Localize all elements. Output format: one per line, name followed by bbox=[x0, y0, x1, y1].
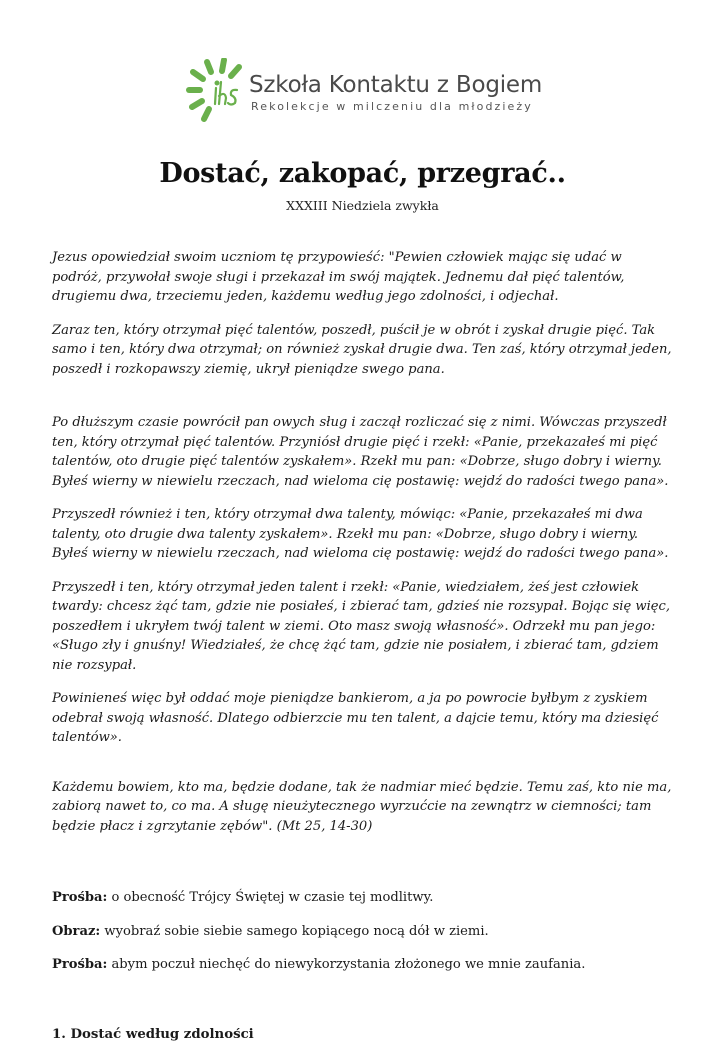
section-heading: 1. Dostać według zdolności bbox=[52, 1025, 674, 1044]
prayer-text: wyobraź sobie siebie samego kopiącego nocą dół w ziemi. bbox=[100, 924, 488, 939]
logo-subtitle: Rekolekcje w milczeniu dla młodzieży bbox=[251, 100, 533, 113]
prayer-text: abym poczuł niechęć do niewykorzystania złożonego we mnie zaufania. bbox=[107, 957, 585, 972]
prayer-request bbox=[52, 888, 674, 908]
page-subtitle: XXXIII Niedziela zwykła bbox=[0, 198, 725, 213]
scripture-paragraph: Przyszedł i ten, który otrzymał jeden talent i rzekł: «Panie, wiedziałem, żeś jest człowiek twardy: chcesz żąć tam, gdzie nie posiałeś, i zbierać tam, gdzieś nie rozsypał. Bojąc się więc, poszedłem i ukryłem twój talent w ziemi. Oto masz swoją własność». Odrzekł mu pan jego: «Sługo zły i gnuśny! Wiedziałeś, że chcę żąć tam, gdzie nie posiałem, i zbierać tam, gdziem nie rozsypał. bbox=[52, 578, 674, 676]
scripture-paragraph: Przyszedł również i ten, który otrzymał dwa talenty, mówiąc: «Panie, przekazałeś mi dwa talenty, oto drugie dwa talenty zyskałem». Rzekł mu pan: «Dobrze, sługo dobry i wierny. Byłeś wierny w niewielu rzeczach, nad wieloma cię postawię: wejdź do radości twego pana». bbox=[52, 505, 674, 564]
prayer-text: o obecność Trójcy Świętej w czasie tej modlitwy. bbox=[107, 890, 433, 905]
scripture-paragraph: Każdemu bowiem, kto ma, będzie dodane, tak że nadmiar mieć będzie. Temu zaś, kto nie ma, zabiorą nawet to, co ma. A sługę nieużytecznego wyrzućcie na zewnątrz w ciemności; tam będzie płacz i zgrzytanie zębów". (Mt 25, 14-30) bbox=[52, 778, 674, 837]
scripture-paragraph: Powinieneś więc był oddać moje pieniądze bankierom, a ja po powrocie byłbym z zyskiem odebrał swoją własność. Dlatego odbierzcie mu ten talent, a dajcie temu, który ma dziesięć talentów». bbox=[52, 689, 674, 748]
scripture-paragraph: Po dłuższym czasie powrócił pan owych sług i zaczął rozliczać się z nimi. Wówczas przyszedł ten, który otrzymał pięć talentów. Przyniósł drugie pięć i rzekł: «Panie, przekazałeś mi pięć talentów, oto drugie pięć talentów zyskałem». Rzekł mu pan: «Dobrze, sługo dobry i wierny. Byłeś wierny w niewielu rzeczach, nad wieloma cię postawię: wejdź do radości twego pana». bbox=[52, 413, 674, 491]
prayer-image bbox=[52, 922, 674, 942]
sun-logo-icon bbox=[185, 58, 251, 124]
site-logo[interactable] bbox=[185, 58, 545, 128]
document-body bbox=[52, 248, 674, 1044]
page-title: Dostać, zakopać, przegrać.. bbox=[0, 158, 725, 189]
prayer-label: Obraz: bbox=[52, 924, 100, 939]
prayer-request bbox=[52, 955, 674, 975]
prayer-label: Prośba: bbox=[52, 890, 107, 905]
logo-title: Szkoła Kontaktu z Bogiem bbox=[249, 72, 542, 98]
scripture-paragraph: Jezus opowiedział swoim uczniom tę przypowieść: "Pewien człowiek mając się udać w podróż, przywołał swoje sługi i przekazał im swój majątek. Jednemu dał pięć talentów, drugiemu dwa, trzeciemu jeden, każdemu według jego zdolności, i odjechał. bbox=[52, 248, 674, 307]
scripture-paragraph: Zaraz ten, który otrzymał pięć talentów, poszedł, puścił je w obrót i zyskał drugie pięć. Tak samo i ten, który dwa otrzymał; on również zyskał drugie dwa. Ten zaś, który otrzymał jeden, poszedł i rozkopawszy ziemię, ukrył pieniądze swego pana. bbox=[52, 321, 674, 380]
prayer-label: Prośba: bbox=[52, 957, 107, 972]
